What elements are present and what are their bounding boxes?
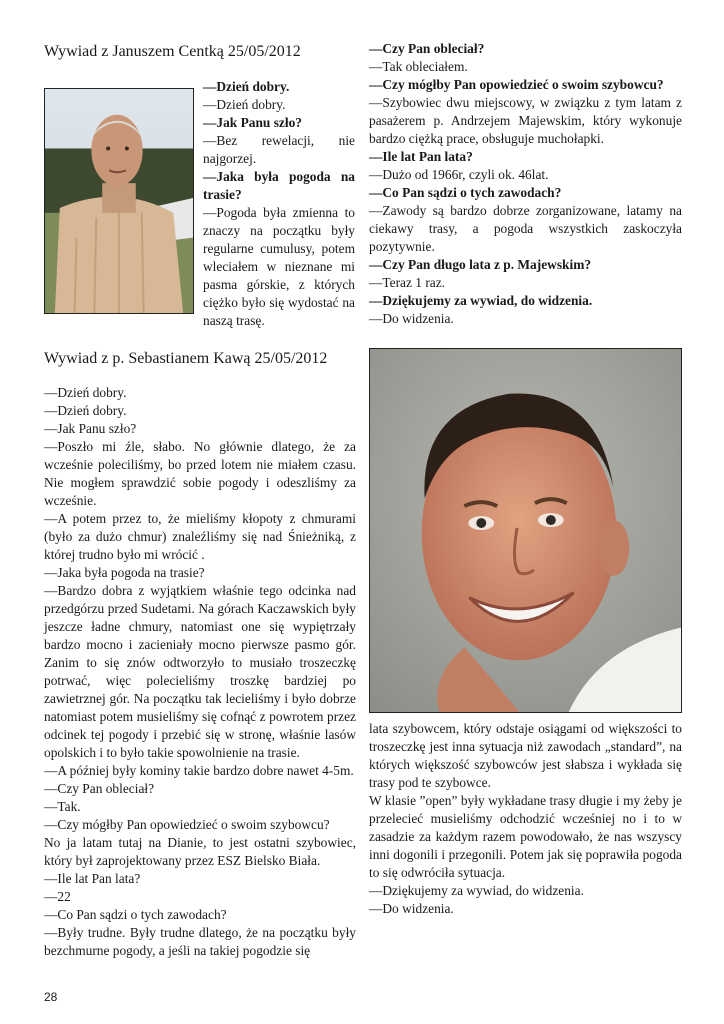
answer-text: —Bez rewelacji, nie najgorzej.: [203, 133, 355, 166]
interview-line: —Dziękujemy za wywiad, do widzenia.: [369, 883, 584, 898]
interview-line: —Poszło mi źle, słabo. No głównie dlatego, że za wcześnie poleciliśmy, bo przed lotem nie miałem czasu. Nie mogłem sprawdzić sobie pogody i odeszliśmy za wcześnie.: [44, 439, 356, 508]
interview-line: —A potem przez to, że mieliśmy kłopoty z chmurami (było za dużo chmur) znaleźliśmy się nad Śnieżniką, z której trudno było mi wrócić .: [44, 511, 356, 562]
interview-line: —Były trudne. Były trudne dlatego, że na początku były bezchmurne pogody, a jeśli na takiej pogodzie się: [44, 925, 356, 958]
interview-line: No ja latam tutaj na Dianie, to jest ostatni szybowiec, który był zaprojektowany przez ESZ Bielsko Biała.: [44, 835, 356, 868]
interview-line: lata szybowcem, który odstaje osiągami od większości to troszeczkę jest inna sytuacja niż zawodach „standard”, na których większość szybowców jest słabsza i wykłada się trasy pod te szybowce.: [369, 721, 682, 790]
question-text: —Ile lat Pan lata?: [369, 149, 473, 164]
answer-text: —Dzień dobry.: [203, 97, 286, 112]
interview-line: —Czy Pan obleciał?: [44, 781, 155, 796]
interview-line: —Dzień dobry.: [44, 403, 127, 418]
answer-text: —Do widzenia.: [369, 311, 454, 326]
interview-line: —22: [44, 889, 71, 904]
answer-text: —Dużo od 1966r, czyli ok. 46lat.: [369, 167, 549, 182]
interview-line: —Co Pan sądzi o tych zawodach?: [44, 907, 227, 922]
answer-text: —Zawody są bardzo dobrze zorganizowane, latamy na ciekawy trasy, a pogoda wszystkich zaskoczyła pozytywnie.: [369, 203, 682, 254]
question-text: —Co Pan sądzi o tych zawodach?: [369, 185, 562, 200]
question-text: —Czy Pan długo lata z p. Majewskim?: [369, 257, 592, 272]
interview-line: —Dzień dobry.: [44, 385, 127, 400]
interview-line: —Do widzenia.: [369, 901, 454, 916]
answer-text: —Pogoda była zmienna to znaczy na początku były regularne cumulusy, potem wleciałem w nieznane mi pasma górskie, z których ciężko było się wydostać na naszą trasę.: [203, 205, 355, 328]
interview-line: —A później były kominy takie bardzo dobre nawet 4-5m.: [44, 763, 354, 778]
question-text: —Czy mógłby Pan opowiedzieć o swoim szybowcu?: [369, 77, 664, 92]
interview-line: —Bardzo dobra z wyjątkiem właśnie tego odcinka nad przedgórzu przed Sudetami. Na górach Kaczawskich były jeszcze ładne chmury, natomiast one się wypiętrzały bardzo mocno i zacieniały mocno pierwsze pasmo gór. Zanim to się znów odtworzyło to musiało troszeczkę potrwać, więc polecieliśmy troszkę bardziej po zawietrznej gór. Na początku tak lecieliśmy i było dobrze natomiast potem musieliśmy się cofnąć z powrotem przez odcinek tej pogody i przebić się w stronę, właśnie lasów opolskich i to było takie spowolnienie na trasie.: [44, 583, 356, 760]
interview1-column-right: [369, 40, 682, 328]
interview2-title: Wywiad z p. Sebastianem Kawą 25/05/2012: [44, 350, 328, 367]
portrait-photo-sebastian-kawa: [369, 348, 682, 713]
interview-line: —Jak Panu szło?: [44, 421, 137, 436]
question-text: —Czy Pan obleciał?: [369, 41, 485, 56]
question-text: —Jak Panu szło?: [203, 115, 302, 130]
interview-line: —Jaka była pogoda na trasie?: [44, 565, 205, 580]
interview2-column-right: [369, 720, 682, 918]
interview1-title: Wywiad z Januszem Centką 25/05/2012: [44, 43, 301, 60]
interview-line: —Ile lat Pan lata?: [44, 871, 141, 886]
answer-text: —Tak obleciałem.: [369, 59, 468, 74]
page-number: 28: [44, 990, 58, 1004]
interview-line: —Czy mógłby Pan opowiedzieć o swoim szybowcu?: [44, 817, 330, 832]
question-text: —Jaka była pogoda na trasie?: [203, 169, 355, 202]
answer-text: —Szybowiec dwu miejscowy, w związku z tym latam z pasażerem p. Andrzejem Majewskim, który wykonuje bardzo ciężką prace, obsługuje muchołapki.: [369, 95, 682, 146]
interview1-column-left: [203, 78, 355, 330]
interview-line: W klasie ”open” były wykładane trasy długie i my żeby je przelecieć musieliśmy odchodzić wcześniej no i to w zasadzie za każdym razem powodowało, że nas wszyscy inni dogonili i przegonili. Potem jak się poprawiła pogoda to się odwróciła sytuacja.: [369, 793, 682, 880]
question-text: —Dzień dobry.: [203, 79, 290, 94]
portrait-photo-janusz-centka: [44, 88, 194, 314]
interview2-column-left: [44, 384, 356, 960]
answer-text: —Teraz 1 raz.: [369, 275, 446, 290]
question-text: —Dziękujemy za wywiad, do widzenia.: [369, 293, 593, 308]
interview-line: —Tak.: [44, 799, 81, 814]
